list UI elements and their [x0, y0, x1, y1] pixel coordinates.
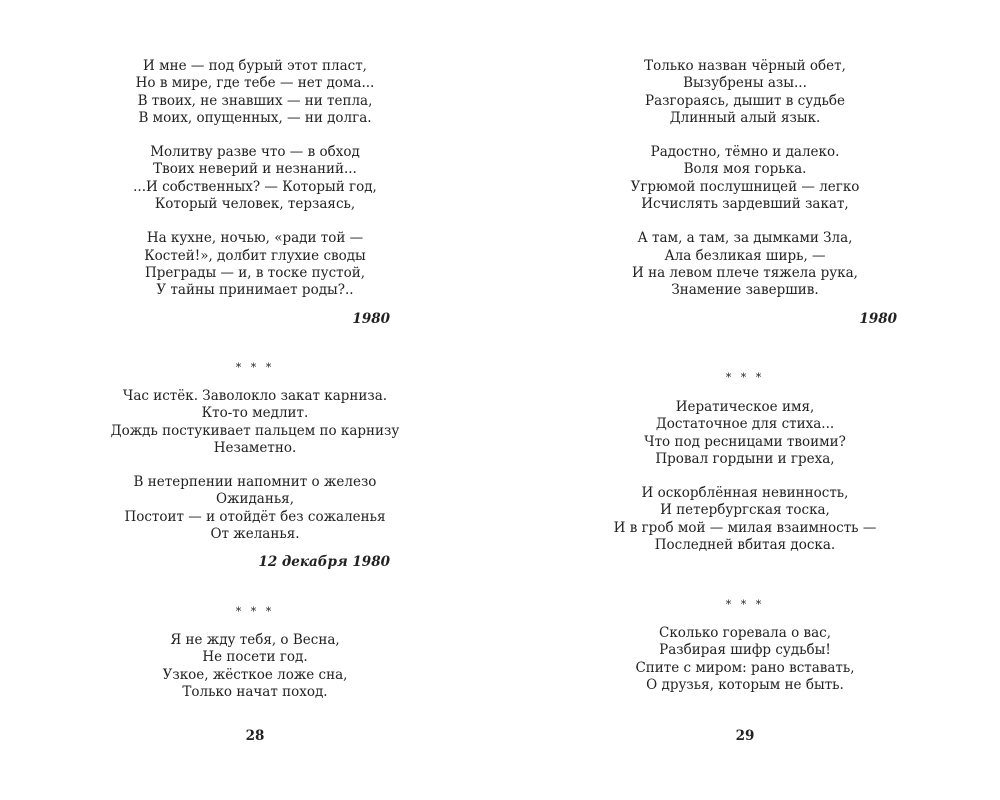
verse-line: Дождь постукивает пальцем по карнизу [110, 422, 400, 439]
verse-line: Длинный алый язык. [669, 109, 821, 126]
stanza [105, 632, 405, 701]
stanza [105, 474, 405, 543]
poem [105, 58, 405, 328]
verse-line: В нетерпении напомнит о железо [133, 474, 377, 491]
page-number: 28 [245, 728, 265, 744]
verse-line: Я не жду тебя, о Весна, [170, 632, 340, 648]
stanza [595, 58, 895, 127]
verse-line: Разгораясь, дышит в судьбе [645, 92, 845, 109]
verse-line: Ала безликая ширь, — [664, 247, 826, 264]
verse-line: Узкое, жёсткое ложе сна, [162, 666, 348, 683]
stanza [105, 144, 405, 213]
verse-line: И в гроб мой — милая взаимность — [613, 519, 877, 536]
verse-line: Но в мире, где тебе — нет дома... [135, 75, 375, 92]
verse-line: Постоит — и отойдёт без сожаленья [124, 508, 386, 525]
poem [595, 625, 895, 711]
stanza [595, 485, 895, 554]
stanza [595, 230, 895, 299]
verse-line: Разбирая шифр судьбы! [659, 642, 831, 659]
verse-line: Час истёк. Заволокло закат карниза. [122, 388, 388, 404]
stanza [595, 144, 895, 213]
page-number: 29 [735, 728, 755, 744]
verse-line: Радостно, тёмно и далеко. [650, 144, 840, 161]
poem-date: 1980 [352, 310, 390, 327]
verse-line: Не посети год. [202, 649, 308, 666]
poem [595, 399, 895, 571]
verse-line: Что под ресницами твоими? [644, 433, 846, 450]
verse-line: От желанья. [210, 526, 300, 543]
verse-line: Незаметно. [213, 439, 297, 456]
poem [105, 388, 405, 572]
verse-line: И петербургская тоска, [660, 502, 830, 519]
section-separator: * * * [725, 371, 765, 384]
verse-line: Провал гордыни и греха, [655, 450, 835, 467]
verse-line: Только назван чёрный обет, [644, 58, 846, 74]
stanza [595, 625, 895, 694]
stanza [105, 230, 405, 299]
verse-line: В твоих, не знавших — ни тепла, [137, 92, 373, 109]
verse-line: В моих, опущенных, — ни долга. [138, 109, 372, 126]
stanza [105, 388, 405, 457]
verse-line: А там, а там, за дымками Зла, [637, 230, 853, 247]
poem-date: 1980 [859, 310, 897, 327]
verse-line: О друзья, которым не быть. [646, 676, 844, 693]
verse-line: И оскорблённая невинность, [641, 485, 849, 502]
verse-line: Ожиданья, [215, 491, 294, 508]
section-separator: * * * [725, 598, 765, 611]
verse-line: Твоих неверий и незнаний... [153, 161, 357, 178]
verse-line: Кто-то медлит. [201, 405, 309, 422]
stanza [105, 58, 405, 127]
verse-line: И мне — под бурый этот пласт, [143, 58, 367, 74]
verse-line: Достаточное для стиха... [655, 416, 835, 433]
verse-line: И на левом плече тяжела рука, [632, 264, 858, 281]
verse-line: Молитву разве что — в обход [150, 144, 360, 161]
verse-line: У тайны принимает роды?.. [156, 282, 354, 299]
verse-line: Только начат поход. [182, 683, 328, 700]
stanza [595, 399, 895, 468]
verse-line: Спите с миром: рано вставать, [635, 659, 855, 676]
poem [595, 58, 895, 328]
verse-line: Костей!», долбит глухие своды [144, 247, 366, 264]
verse-line: Преграды — и, в тоске пустой, [144, 264, 366, 281]
verse-line: Угрюмой послушницей — легко [630, 178, 860, 195]
verse-line: Вызубрены азы... [683, 75, 807, 92]
verse-line: Исчислять зардевший закат, [641, 196, 849, 213]
verse-line: Сколько горевала о вас, [659, 625, 831, 641]
verse-line: Последней вбитая доска. [654, 537, 836, 554]
verse-line: На кухне, ночью, «ради той — [146, 230, 364, 247]
poem [105, 632, 405, 718]
verse-line: ...И собственных? — Который год, [133, 178, 377, 195]
verse-line: Знамение завершив. [671, 282, 819, 299]
poem-date: 12 декабря 1980 [258, 554, 390, 571]
section-separator: * * * [235, 605, 275, 618]
verse-line: Воля моя горька. [683, 161, 807, 178]
right-page [500, 0, 1000, 800]
section-separator: * * * [235, 361, 275, 374]
verse-line: Который человек, терзаясь, [154, 196, 356, 213]
verse-line: Иератическое имя, [675, 399, 815, 415]
